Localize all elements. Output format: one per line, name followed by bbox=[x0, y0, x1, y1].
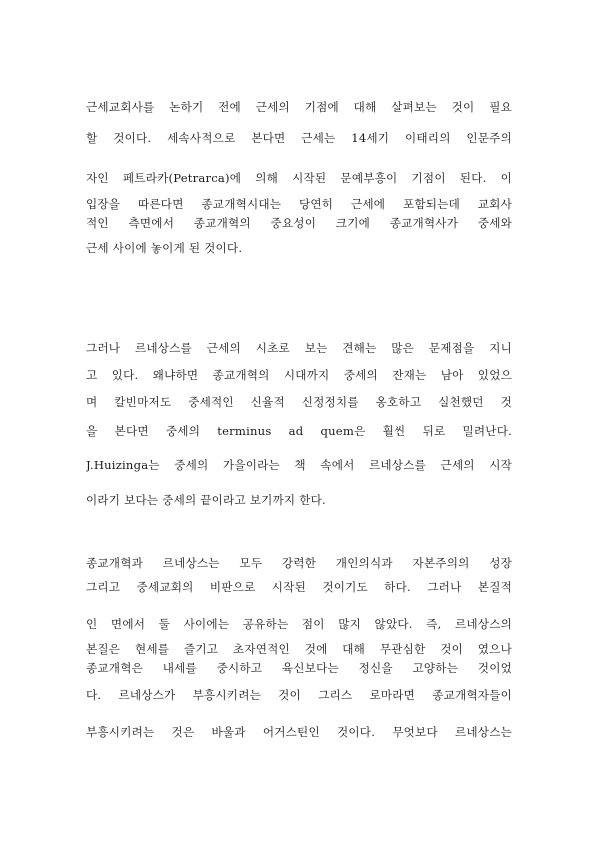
paragraph-3-line-3: 인 면에서 둘 사이에는 공유하는 점이 많지 않았다. 즉, 르네상스의 bbox=[86, 617, 512, 631]
paragraph-3-line-4: 본질은 현세를 즐기고 초자연적인 것에 대해 무관심한 것이 였으나 bbox=[86, 642, 512, 656]
paragraph-1-line-2: 할 것이다. 세속사적으로 본다면 근세는 14세기 이태리의 인문주의 bbox=[86, 131, 512, 145]
paragraph-3-line-5: 종교개혁은 내세를 중시하고 육신보다는 정신을 고양하는 것이었 bbox=[86, 661, 512, 675]
paragraph-3-line-7: 부흥시키려는 것은 바울과 어거스틴인 것이다. 무엇보다 르네상스는 bbox=[86, 725, 512, 739]
paragraph-2-line-3: 며 칼빈마저도 중세적인 신율적 신정정치를 옹호하고 실천했던 것 bbox=[86, 395, 512, 409]
paragraph-2-line-5: J.Huizinga는 중세의 가을이라는 책 속에서 르네상스를 근세의 시작 bbox=[86, 458, 512, 472]
paragraph-1-line-5: 적인 측면에서 종교개혁의 중요성이 크기에 종교개혁사가 중세와 bbox=[86, 216, 512, 230]
paragraph-2-line-4: 을 본다면 중세의 terminus ad quem은 훨씬 뒤로 밀려난다. bbox=[86, 424, 512, 438]
paragraph-1-line-4: 입장을 따른다면 종교개혁시대는 당연히 근세에 포함되는데 교회사 bbox=[86, 197, 512, 211]
paragraph-1-line-3: 자인 페트라카(Petrarca)에 의해 시작된 문예부흥이 기점이 된다. 이 bbox=[86, 171, 512, 185]
paragraph-1-line-1: 근세교회사를 논하기 전에 근세의 기점에 대해 살펴보는 것이 필요 bbox=[86, 100, 512, 114]
paragraph-3-line-1: 종교개혁과 르네상스는 모두 강력한 개인의식과 자본주의의 성장 bbox=[86, 556, 512, 570]
paragraph-3-line-6: 다. 르네상스가 부흥시키려는 것이 그리스 로마라면 종교개혁자들이 bbox=[86, 688, 512, 702]
paragraph-1-line-6: 근세 사이에 놓이게 된 것이다. bbox=[86, 241, 243, 255]
paragraph-2-line-6: 이라기 보다는 중세의 끝이라고 보기까지 한다. bbox=[86, 493, 326, 507]
paragraph-3-line-2: 그리고 중세교회의 비판으로 시작된 것이기도 하다. 그러나 본질적 bbox=[86, 580, 512, 594]
paragraph-2-line-2: 고 있다. 왜냐하면 종교개혁의 시대까지 중세의 잔재는 남아 있었으 bbox=[86, 368, 512, 382]
paragraph-2-line-1: 그러나 르네상스를 근세의 시초로 보는 견해는 많은 문제점을 지니 bbox=[86, 341, 512, 355]
